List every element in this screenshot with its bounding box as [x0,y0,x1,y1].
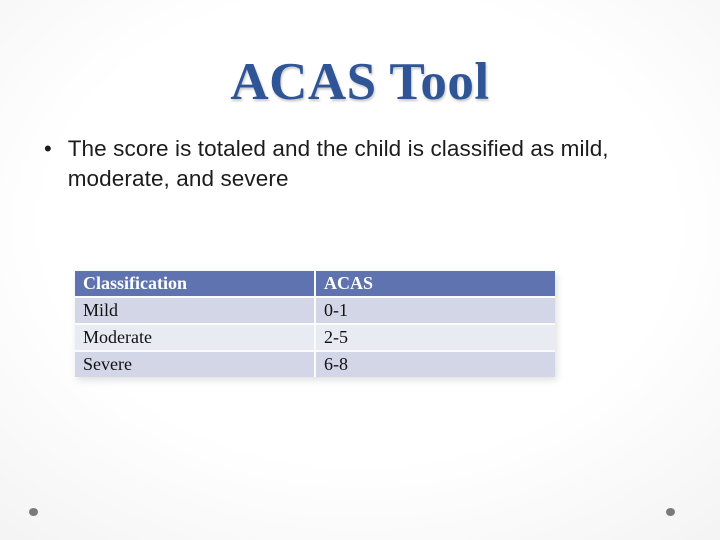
table-row [75,324,555,351]
classification-table [75,271,555,377]
cell-classification: Mild [75,297,315,324]
cell-acas-range: 6-8 [315,351,555,377]
slide-title: ACAS Tool [230,53,490,111]
bullet-text: The score is totaled and the child is classified as mild, moderate, and severe [67,136,609,191]
table-header-classification: Classification [75,271,315,297]
cell-acas-range: 2-5 [315,324,555,351]
decorative-dot-left [29,508,38,516]
table-header-row [75,271,555,297]
table-row [75,297,555,324]
table-header-acas: ACAS [315,271,555,297]
cell-classification: Severe [75,351,315,377]
bullet-marker: • [44,136,52,161]
decorative-dot-right [666,508,675,516]
cell-acas-range: 0-1 [315,297,555,324]
bullet-item [44,134,634,194]
table-row [75,351,555,377]
cell-classification: Moderate [75,324,315,351]
